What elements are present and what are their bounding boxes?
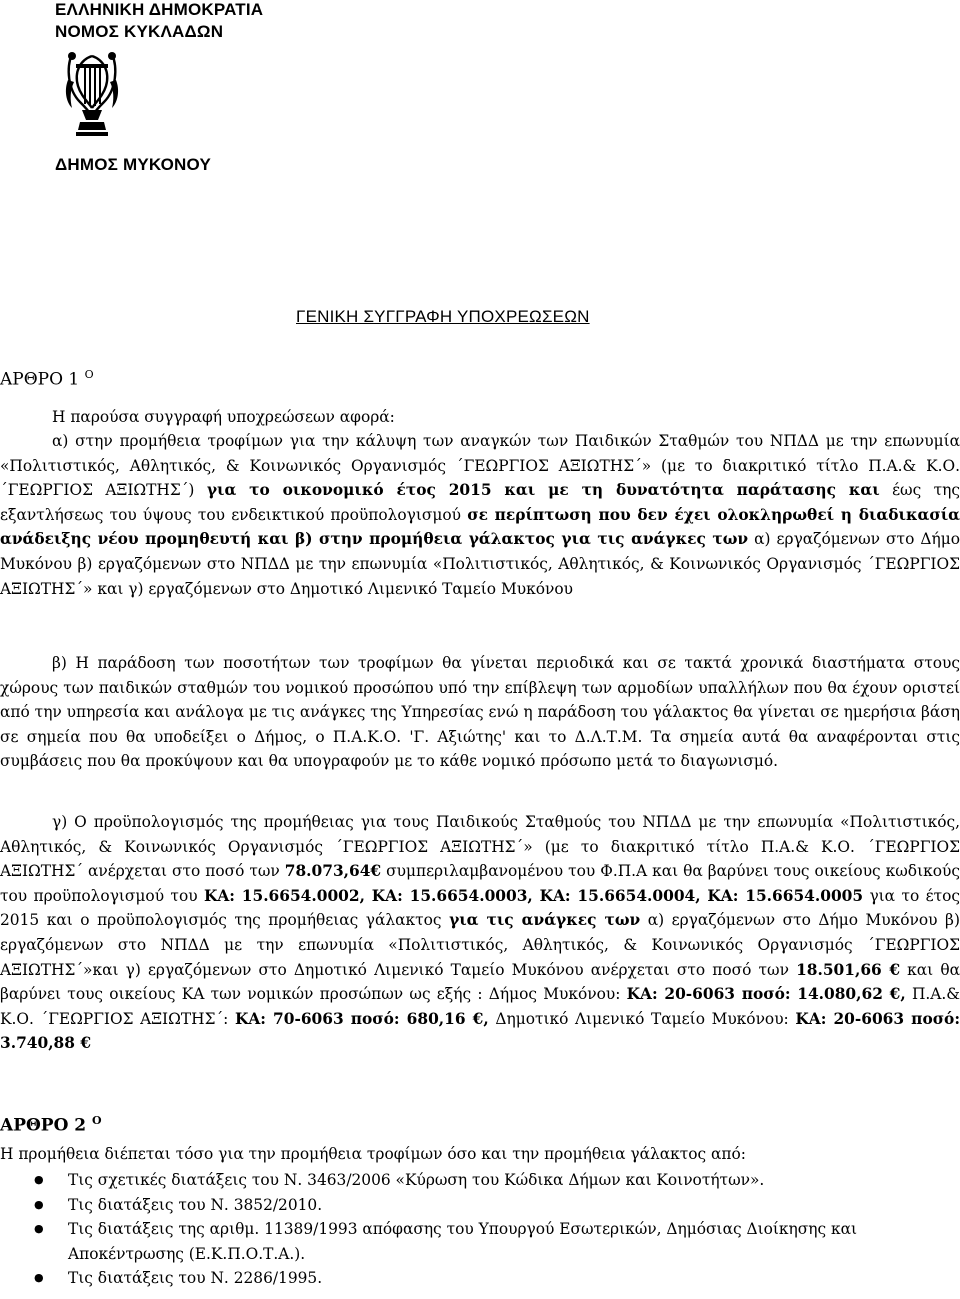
- header-republic: ΕΛΛΗΝΙΚΗ ΔΗΜΟΚΡΑΤΙΑ: [55, 0, 264, 19]
- list-item: ● Τις διατάξεις του Ν. 2286/1995.: [0, 1266, 960, 1291]
- header-municipality: ΔΗΜΟΣ ΜΥΚΟΝΟΥ: [55, 155, 211, 174]
- article-1-heading: ΑΡΘΡΟ 1 $^O$: [0, 368, 94, 390]
- article-1-intro: Η παρούσα συγγραφή υποχρεώσεων αφορά:: [52, 408, 395, 426]
- list-item: ● Τις διατάξεις του Ν. 3852/2010.: [0, 1193, 960, 1218]
- article-1-paragraph-b: β) Η παράδοση των ποσοτήτων των τροφίμων θα γίνεται περιοδικά και σε τακτά χρονικά διαστήματα στους χώρους των παιδικών σταθμών του νομικού προσώπου υπό την επίβλεψη των αρμοδίων υπαλλήλων που θα έχουν οριστεί από την υπηρεσία και ανάλογα με τις ανάγκες της Υπηρεσίας ενώ η παράδοση του γάλακτος θα γίνεται σε ημερήσια βάση σε σημεία που θα υποδείξει ο Δήμος, ο Π.Α.Κ.Ο. 'Γ. Αξιώτης' και το Δ.Λ.Τ.Μ. Τα σημεία αυτά θα αναφέρονται στις συμβάσεις που θα προκύψουν και θα υπογραφούν με το κάθε νομικό πρόσωπο μετά το διαγωνισμό.: [0, 654, 960, 771]
- lyre-emblem-icon: [62, 50, 122, 138]
- article-2-legal-list: [0, 1168, 960, 1291]
- document-title: ΓΕΝΙΚΗ ΣΥΓΓΡΑΦΗ ΥΠΟΧΡΕΩΣΕΩΝ: [296, 307, 590, 326]
- list-item: ● Τις σχετικές διατάξεις του Ν. 3463/2006 «Κύρωση του Κώδικα Δήμων και Κοινοτήτων».: [0, 1168, 960, 1193]
- article-1-paragraph-c: γ) Ο προϋπολογισμός της προμήθειας για τους Παιδικούς Σταθμούς του ΝΠΔΔ με την επωνυμία «Πολιτιστικός, Αθλητικός, & Κοινωνικός Οργανισμός ΄ΓΕΩΡΓΙΟΣ ΑΞΙΩΤΗΣ΄» (με το διακριτικό τίτλο Π.Α.& Κ.Ο. ΄ΓΕΩΡΓΙΟΣ ΑΞΙΩΤΗΣ΄ ανέρχεται στο ποσό των 78.073,64€ συμπεριλαμβανομένου του Φ.Π.Α και θα βαρύνει τους οικείους κωδικούς του προϋπολογισμού του ΚΑ: 15.6654.0002, ΚΑ: 15.6654.0003, ΚΑ: 15.6654.0004, ΚΑ: 15.6654.0005 για το έτος 2015 και ο προϋπολογισμός της προμήθειας γάλακτος για τις ανάγκες των α) εργαζόμενων στο Δήμο Μυκόνου β) εργαζόμενων στο ΝΠΔΔ με την επωνυμία «Πολιτιστικός, Αθλητικός, & Κοινωνικός Οργανισμός ΄ΓΕΩΡΓΙΟΣ ΑΞΙΩΤΗΣ΄»και γ) εργαζόμενων στο Δημοτικό Λιμενικό Ταμείο Μυκόνου ανέρχεται στο ποσό των 18.501,66 € και θα βαρύνει τους οικείους ΚΑ των νομικών προσώπων ως εξής : Δήμος Μυκόνου: ΚΑ: 20-6063 ποσό: 14.080,62 €, Π.Α.& Κ.Ο. ΄ΓΕΩΡΓΙΟΣ ΑΞΙΩΤΗΣ΄: ΚΑ: 70-6063 ποσό: 680,16 €, Δημοτικό Λιμενικό Ταμείο Μυκόνου: ΚΑ: 20-6063 ποσό: 3.740,88 €: [0, 813, 960, 1053]
- header-prefecture: ΝΟΜΟΣ ΚΥΚΛΑΔΩΝ: [55, 22, 224, 41]
- article-1-paragraph-a: α) στην προμήθεια τροφίμων για την κάλυψη των αναγκών των Παιδικών Σταθμών του ΝΠΔΔ με την επωνυμία «Πολιτιστικός, Αθλητικός, & Κοινωνικός Οργανισμός ΄ΓΕΩΡΓΙΟΣ ΑΞΙΩΤΗΣ΄» (με το διακριτικό τίτλο Π.Α.& Κ.Ο. ΄ΓΕΩΡΓΙΟΣ ΑΞΙΩΤΗΣ΄) για το οικονομικό έτος 2015 και με τη δυνατότητα παράτασης και έως της εξαντλήσεως του ύψους του ενδεικτικού προϋπολογισμού σε περίπτωση που δεν έχει ολοκληρωθεί η διαδικασία ανάδειξης νέου προμηθευτή και β) στην προμήθεια γάλακτος για τις ανάγκες των α) εργαζόμενων στο Δήμο Μυκόνου β) εργαζόμενων στο ΝΠΔΔ με την επωνυμία «Πολιτιστικός, Αθλητικός, & Κοινωνικός Οργανισμός ΄ΓΕΩΡΓΙΟΣ ΑΞΙΩΤΗΣ΄» και γ) εργαζόμενων στο Δημοτικό Λιμενικό Ταμείο Μυκόνου: [0, 432, 960, 598]
- article-2-intro: Η προμήθεια διέπεται τόσο για την προμήθεια τροφίμων όσο και την προμήθεια γάλακτος από:: [0, 1145, 746, 1163]
- article-2-heading: ΑΡΘΡΟ 2 $^O$: [0, 1114, 102, 1136]
- list-item: ● Τις διατάξεις της αριθμ. 11389/1993 απόφασης του Υπουργού Εσωτερικών, Δημόσιας Διοίκησης και Αποκέντρωσης (Ε.Κ.Π.Ο.Τ.Α.).: [0, 1217, 960, 1266]
